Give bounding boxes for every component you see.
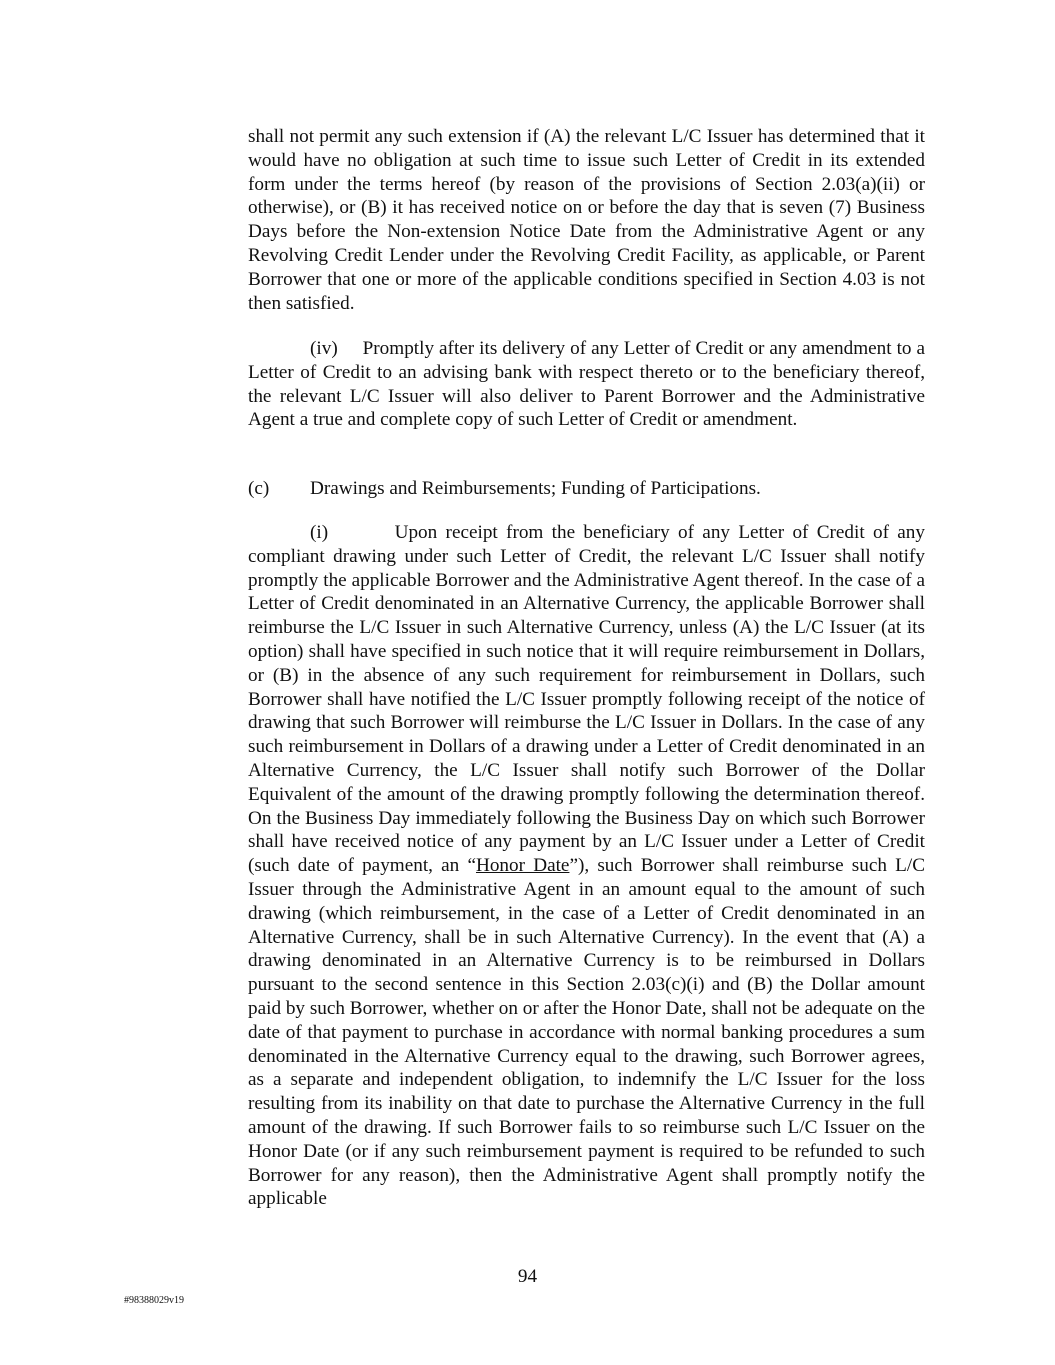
paragraph-i — [248, 521, 925, 1211]
section-c-heading — [248, 477, 925, 501]
document-id: #98388029v19 — [124, 1295, 184, 1306]
page-number: 94 — [517, 1266, 538, 1287]
paragraph-i-number: (i) — [310, 522, 329, 543]
paragraph-iv — [248, 337, 925, 432]
section-c-number: (c) — [248, 478, 270, 499]
paragraph-continuation: shall not permit any such extension if (A) the relevant L/C Issuer has determined that it would have no obligation at such time to issue such Letter of Credit in its extended form under the terms hereof (by reason of the provisions of Section 2.03(a)(ii) or otherwise), or (B) it has received notice on or before the day that is seven (7) Business Days before the Non-extension Notice Date from the Administrative Agent or any Revolving Credit Lender under the Revolving Credit Facility, as applicable, or Parent Borrower that one or more of the applicable conditions specified in Section 4.03 is not then satisfied. — [248, 126, 925, 314]
section-c-title: Drawings and Reimbursements; Funding of Participations. — [310, 478, 761, 499]
paragraph-iv-text: Promptly after its delivery of any Letter of Credit or any amendment to a Letter of Credit to an advising bank with respect thereto or to the beneficiary thereof, the relevant L/C Issuer will also deliver to Parent Borrower and the Administrative Agent a true and complete copy of such Letter of Credit or amendment. — [248, 338, 926, 431]
defined-term-honor-date: Honor Date — [475, 855, 570, 877]
paragraph-iv-number: (iv) — [310, 338, 338, 359]
paragraph-i-text-after: ”), such Borrower shall reimburse such L/C Issuer through the Administrative Agent in an amount equal to the amount of such drawing (which reimbursement, in the case of a Letter of Credit denominated in an Alternative Currency, shall be in such Alternative Currency). In the event that (A) a drawing denominated in an Alternative Currency is to be reimbursed in Dollars pursuant to the second sentence in this Section 2.03(c)(i) and (B) the Dollar amount paid by such Borrower, whether on or after the Honor Date, shall not be adequate on the date of that payment to purchase in accordance with normal banking procedures a sum denominated in the Alternative Currency equal to the drawing, such Borrower agrees, as a separate and independent obligation, to indemnify the L/C Issuer for the loss resulting from its inability on that date to purchase the Alternative Currency in the full amount of the drawing. If such Borrower fails to so reimburse such L/C Issuer on the Honor Date (or if any such reimbursement payment is required to be refunded to such Borrower for any reason), then the Administrative Agent shall promptly notify the applicable — [248, 855, 925, 1210]
paragraph-i-text-before: Upon receipt from the beneficiary of any Letter of Credit of any compliant drawing under such Letter of Credit, the relevant L/C Issuer shall notify promptly the applicable Borrower and the Administrative Agent thereof. In the case of a Letter of Credit denominated in an Alternative Currency, the applicable Borrower shall reimburse the L/C Issuer in such Alternative Currency, unless (A) the L/C Issuer (at its option) shall have specified in such notice that it will require reimbursement in Dollars, or (B) in the absence of any such requirement for reimbursement in Dollars, such Borrower shall have notified the L/C Issuer promptly following receipt of the notice of drawing that such Borrower will reimburse the L/C Issuer in Dollars. In the case of any such reimbursement in Dollars of a drawing under a Letter of Credit denominated in an Alternative Currency, the L/C Issuer shall notify such Borrower of the Dollar Equivalent of the amount of the drawing promptly following the determination thereof. On the Business Day immediately following the Business Day on which such Borrower shall have received notice of any payment by an L/C Issuer under a Letter of Credit (such date of payment, an “ — [248, 522, 925, 877]
